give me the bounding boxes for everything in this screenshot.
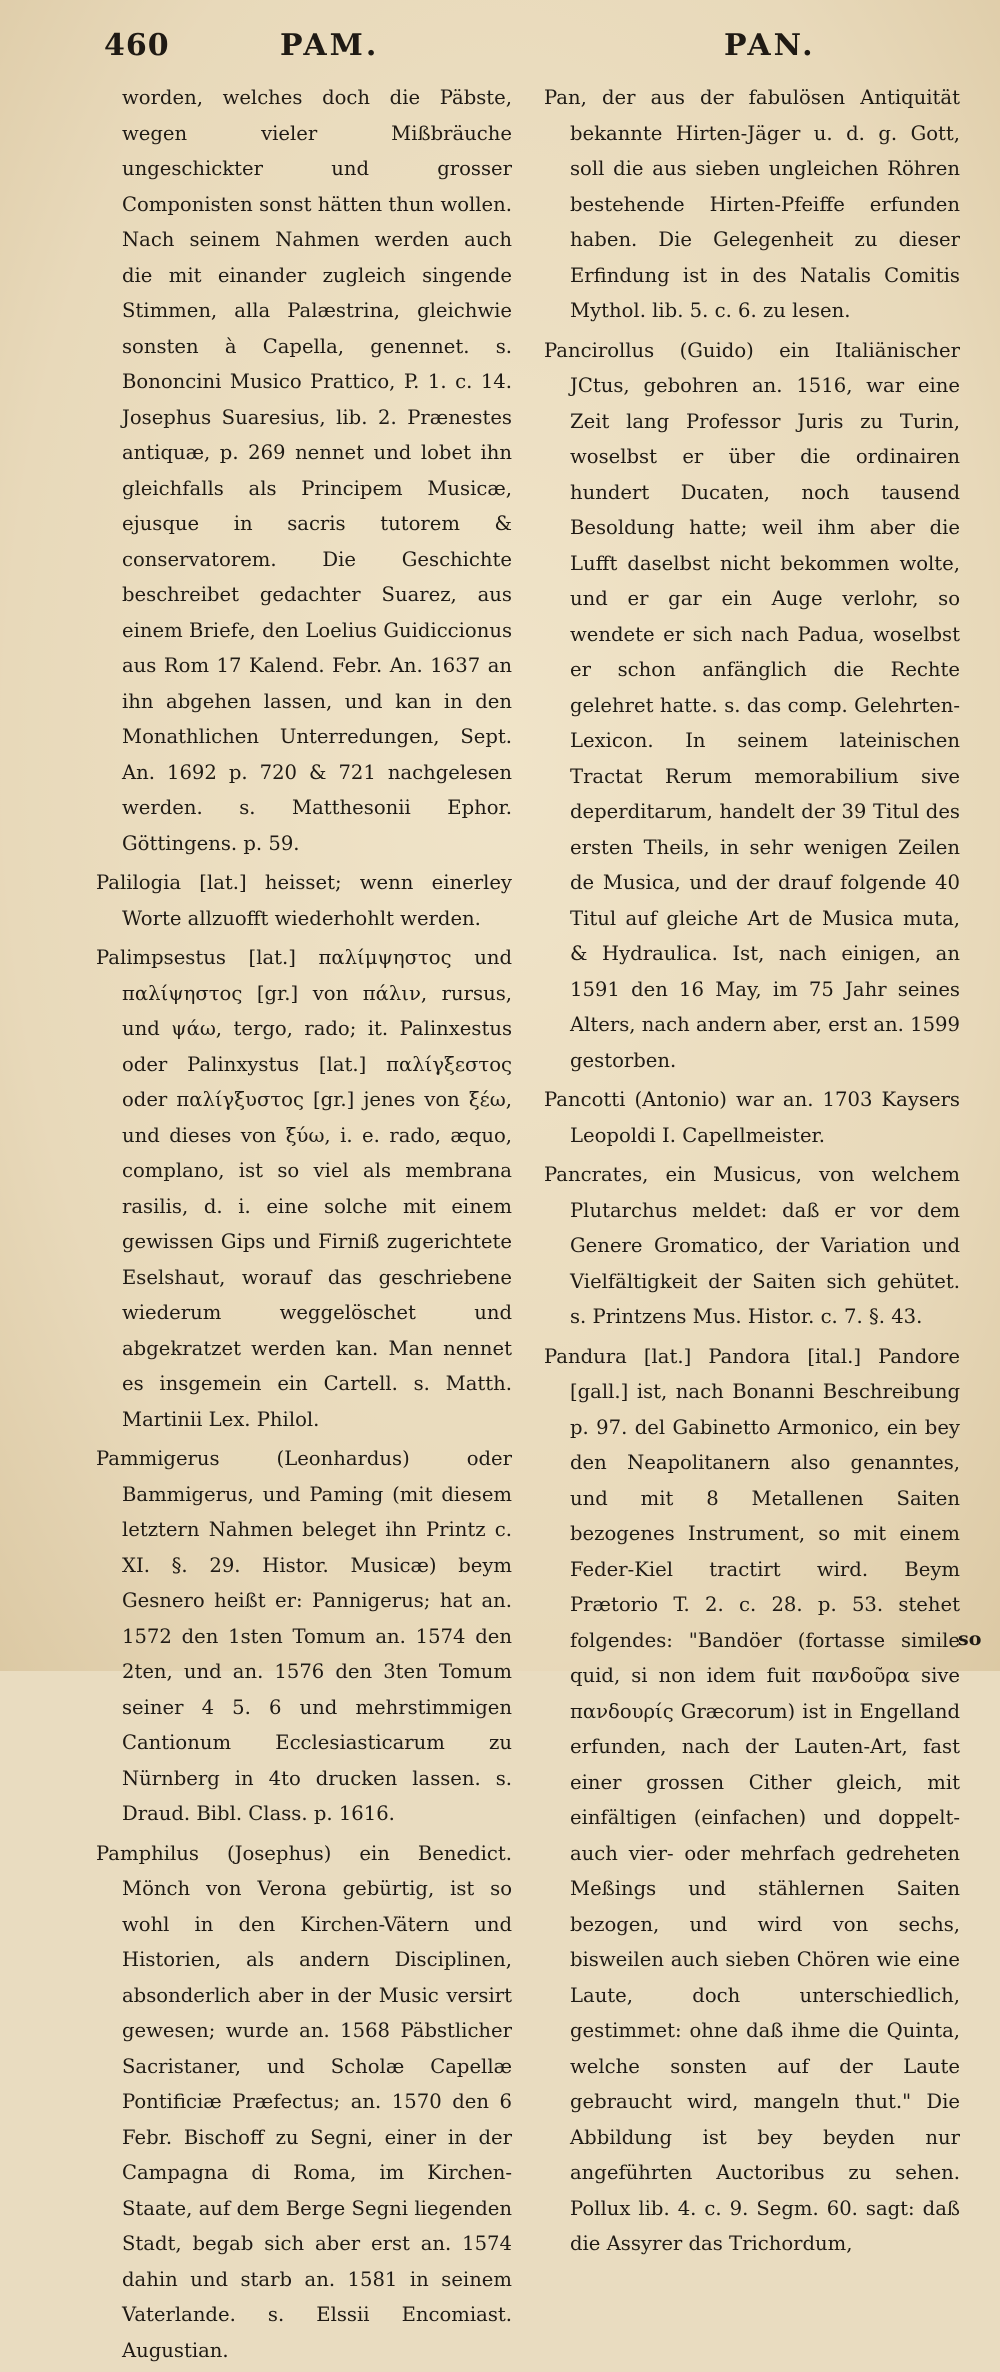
entry-paragraph: Pamphilus (Josephus) ein Benedict. Mönch von Verona gebürtig, ist so wohl in den Kirchen-Vätern und Historien, als andern Disciplinen, absonderlich aber in der Music versirt gewesen; wurde an. 1568 Päbstlicher Sacristaner, und Scholæ Capellæ Pontificiæ Præfectus; an. 1570 den 6 Febr. Bischoff zu Segni, einer in der Campagna di Roma, im Kirchen-Staate, auf dem Berge Segni liegenden Stadt, begab sich aber erst an. 1574 dahin und starb an. 1581 in seinem Vaterlande. s. Elssii Encomiast. Augustian.	[96, 1841, 512, 2362]
page-header	[0, 24, 1000, 84]
entry-paragraph: Pancotti (Antonio) war an. 1703 Kaysers Leopoldi I. Capellmeister.	[544, 1088, 960, 1147]
page-number: 460	[104, 28, 170, 63]
entry-paragraph: Palilogia [lat.] heisset; wenn einerley Worte allzuofft wiederhohlt werden.	[96, 871, 512, 930]
entry-paragraph: worden, welches doch die Päbste, wegen vieler Mißbräuche ungeschickter und grosser Componisten sonst hätten thun wollen. Nach seinem Nahmen werden auch die mit einander zugleich singende Stimmen, alla Palæstrina, gleichwie sonsten à Capella, genennet. s. Bononcini Musico Prattico, P. 1. c. 14. Josephus Suaresius, lib. 2. Prænestes antiquæ, p. 269 nennet und lobet ihn gleichfalls als Principem Musicæ, ejusque in sacris tutorem & conservatorem. Die Geschichte beschreibet gedachter Suarez, aus einem Briefe, den Loelius Guidiccionus aus Rom 17 Kalend. Febr. An. 1637 an ihn abgehen lassen, und kan in den Monathlichen Unterredungen, Sept. An. 1692 p. 720 & 721 nachgelesen werden. s. Matthesonii Ephor. Göttingens. p. 59.	[122, 86, 512, 855]
entry-paragraph: Pancirollus (Guido) ein Italiänischer JCtus, gebohren an. 1516, war eine Zeit lang Professor Juris zu Turin, woselbst er über die ordinairen hundert Ducaten, noch tausend Besoldung hatte; weil ihm aber die Lufft daselbst nicht bekommen wolte, und er gar ein Auge verlohr, so wendete er sich nach Padua, woselbst er schon anfänglich die Rechte gelehret hatte. s. das comp. Gelehrten-Lexicon. In seinem lateinischen Tractat Rerum memorabilium sive deperditarum, handelt der 39 Titul des ersten Theils, in sehr wenigen Zeilen de Musica, und der drauf folgende 40 Titul auf gleiche Art de Musica muta, & Hydraulica. Ist, nach einigen, an 1591 den 16 May, im 75 Jahr seines Alters, nach andern aber, erst an. 1599 gestorben.	[544, 338, 960, 1072]
running-head-left: PAM.	[280, 28, 380, 63]
entry-paragraph: Palimpsestus [lat.] παλίμψηστος und παλίψηστος [gr.] von πάλιν, rursus, und ψάω, tergo, rado; it. Palinxestus oder Palinxystus [lat.] παλίγξεστος oder παλίγξυστος [gr.] jenes von ξέω, und dieses von ξύω, i. e. rado, æquo, complano, ist so viel als membrana rasilis, d. i. eine solche mit einem gewissen Gips und Firniß zugerichtete Eselshaut, worauf das geschriebene wiederum weggelöschet und abgekratzet werden kan. Man nennet es insgemein ein Cartell. s. Matth. Martinii Lex. Philol.	[96, 946, 512, 1431]
left-column	[96, 80, 512, 2372]
right-column	[544, 80, 960, 2266]
entry-paragraph: Pandura [lat.] Pandora [ital.] Pandore [gall.] ist, nach Bonanni Beschreibung p. 97. del Gabinetto Armonico, ein bey den Neapolitanern also genanntes, und mit 8 Metallenen Saiten bezogenes Instrument, so mit einem Feder-Kiel tractirt wird. Beym Prætorio T. 2. c. 28. p. 53. stehet folgendes: "Bandöer (fortasse simile quid, si non idem fuit πανδοῦρα sive πανδουρίς Græcorum) ist in Engelland erfunden, nach der Lauten-Art, fast einer grossen Cither gleich, mit einfältigen (einfachen) und doppelt- auch vier- oder mehrfach gedreheten Meßings und stählernen Saiten bezogen, und wird von sechs, bisweilen auch sieben Chören wie eine Laute, doch unterschiedlich, gestimmet: ohne daß ihme die Quinta, welche sonsten auf der Laute gebraucht wird, mangeln thut." Die Abbildung ist bey beyden nur angeführten Auctoribus zu sehen. Pollux lib. 4. c. 9. Segm. 60. sagt: daß die Assyrer das Trichordum,	[544, 1344, 960, 2255]
entry-paragraph: Pancrates, ein Musicus, von welchem Plutarchus meldet: daß er vor dem Genere Gromatico, der Variation und Vielfältigkeit der Saiten sich gehütet. s. Printzens Mus. Histor. c. 7. §. 43.	[544, 1163, 960, 1328]
entry-paragraph: Pammigerus (Leonhardus) oder Bammigerus, und Paming (mit diesem letztern Nahmen beleget ihn Printz c. XI. §. 29. Histor. Musicæ) beym Gesnero heißt er: Pannigerus; hat an. 1572 den 1sten Tomum an. 1574 den 2ten, und an. 1576 den 3ten Tomum seiner 4 5. 6 und mehrstimmigen Cantionum Ecclesiasticarum zu Nürnberg in 4to drucken lassen. s. Draud. Bibl. Class. p. 1616.	[96, 1447, 512, 1825]
entry-paragraph: Pan, der aus der fabulösen Antiquität bekannte Hirten-Jäger u. d. g. Gott, soll die aus sieben ungleichen Röhren bestehende Hirten-Pfeiffe erfunden haben. Die Gelegenheit zu dieser Erfindung ist in des Natalis Comitis Mythol. lib. 5. c. 6. zu lesen.	[544, 86, 960, 322]
running-head-right: PAN.	[724, 28, 816, 63]
catchword: so	[958, 1628, 982, 1650]
